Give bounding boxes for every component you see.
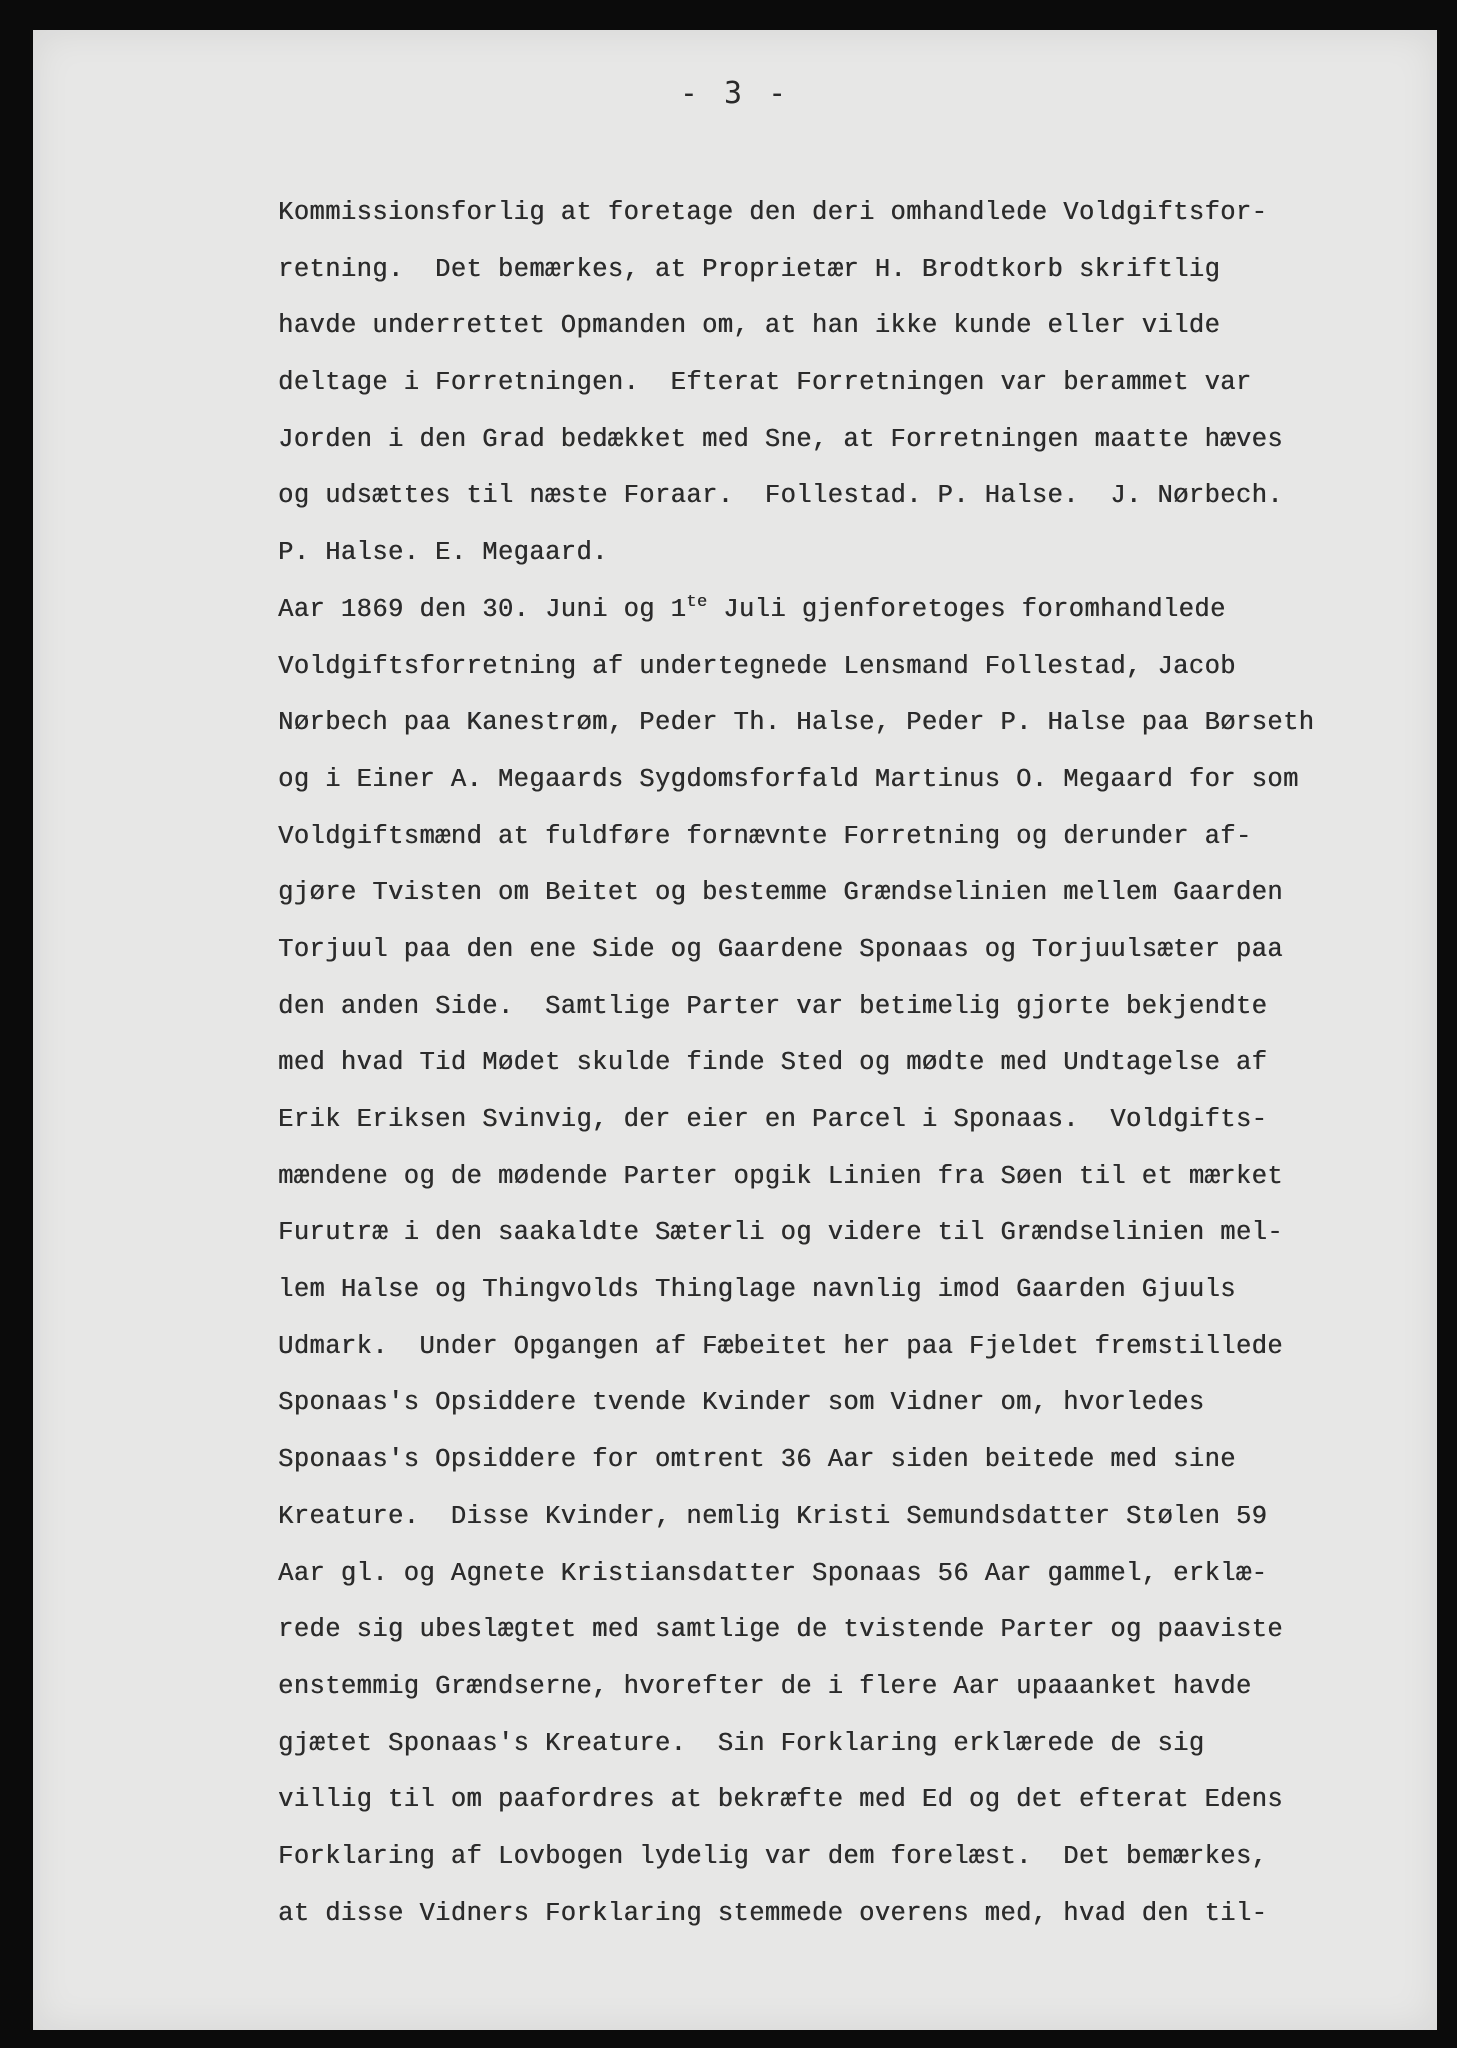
text-line: rede sig ubeslægtet med samtlige de tvistende Parter og paaviste <box>278 1615 1283 1645</box>
document-body <box>278 185 1438 1942</box>
text-line: havde underrettet Opmanden om, at han ikke kunde eller vilde <box>278 311 1221 341</box>
text-line: lem Halse og Thingvolds Thinglage navnlig imod Gaarden Gjuuls <box>278 1275 1236 1305</box>
text-line: Erik Eriksen Svinvig, der eier en Parcel i Sponaas. Voldgifts- <box>278 1105 1268 1134</box>
text-line: gjøre Tvisten om Beitet og bestemme Grændselinien mellem Gaarden <box>278 878 1283 908</box>
text-line: Sponaas's Opsiddere for omtrent 36 Aar siden beitede med sine <box>278 1445 1236 1475</box>
text-line: deltage i Forretningen. Efterat Forretningen var berammet var <box>278 368 1252 398</box>
text-line: Forklaring af Lovbogen lydelig var dem forelæst. Det bemærkes, <box>278 1841 1268 1871</box>
text-line: mændene og de mødende Parter opgik Linien fra Søen til et mærket <box>278 1161 1283 1191</box>
text-line: Kreature. Disse Kvinder, nemlig Kristi Semundsdatter Stølen 59 <box>278 1501 1268 1531</box>
page-number: - 3 - <box>679 76 791 111</box>
text-line: villig til om paafordres at bekræfte med Ed og det efterat Edens <box>278 1785 1283 1815</box>
text-line: og udsættes til næste Foraar. Follestad. P. Halse. J. Nørbech. <box>278 481 1283 511</box>
text-line: Torjuul paa den ene Side og Gaardene Sponaas og Torjuulsæter paa <box>278 934 1283 964</box>
text-line: gjætet Sponaas's Kreature. Sin Forklaring erklærede de sig <box>278 1728 1205 1758</box>
ordinal-superscript: te <box>686 592 708 612</box>
text-line: Voldgiftsforretning af undertegnede Lensmand Follestad, Jacob <box>278 651 1236 681</box>
text-line-date <box>278 582 1438 639</box>
text-line: Voldgiftsmænd at fuldføre fornævnte Forretning og derunder af- <box>278 821 1252 851</box>
typewritten-page <box>33 30 1437 2030</box>
text-line: med hvad Tid Mødet skulde finde Sted og mødte med Undtagelse af <box>278 1048 1268 1078</box>
text-line: Jorden i den Grad bedækket med Sne, at Forretningen maatte hæves <box>278 424 1283 454</box>
text-line: Aar gl. og Agnete Kristiansdatter Sponaas 56 Aar gammel, erklæ- <box>278 1558 1268 1588</box>
text-line: Furutræ i den saakaldte Sæterli og videre til Grændselinien mel- <box>278 1218 1283 1248</box>
text-line: retning. Det bemærkes, at Proprietær H. Brodtkorb skriftlig <box>278 254 1221 284</box>
text-line: den anden Side. Samtlige Parter var betimelig gjorte bekjendte <box>278 991 1268 1021</box>
text-line: Sponaas's Opsiddere tvende Kvinder som Vidner om, hvorledes <box>278 1388 1205 1418</box>
text-line: enstemmig Grændserne, hvorefter de i flere Aar upaaanket havde <box>278 1671 1252 1701</box>
date-text-before: Aar 1869 den 30. Juni og 1 <box>278 594 687 624</box>
text-line: og i Einer A. Megaards Sygdomsforfald Martinus O. Megaard for som <box>278 764 1299 794</box>
text-line: Udmark. Under Opgangen af Fæbeitet her paa Fjeldet fremstillede <box>278 1331 1283 1361</box>
text-line: Nørbech paa Kanestrøm, Peder Th. Halse, Peder P. Halse paa Børseth <box>278 708 1315 738</box>
text-line: P. Halse. E. Megaard. <box>278 538 608 568</box>
date-text-after: Juli gjenforetoges foromhandlede <box>707 594 1226 624</box>
text-line: at disse Vidners Forklaring stemmede overens med, hvad den til- <box>278 1898 1268 1928</box>
text-line: Kommissionsforlig at foretage den deri omhandlede Voldgiftsfor- <box>278 198 1268 227</box>
